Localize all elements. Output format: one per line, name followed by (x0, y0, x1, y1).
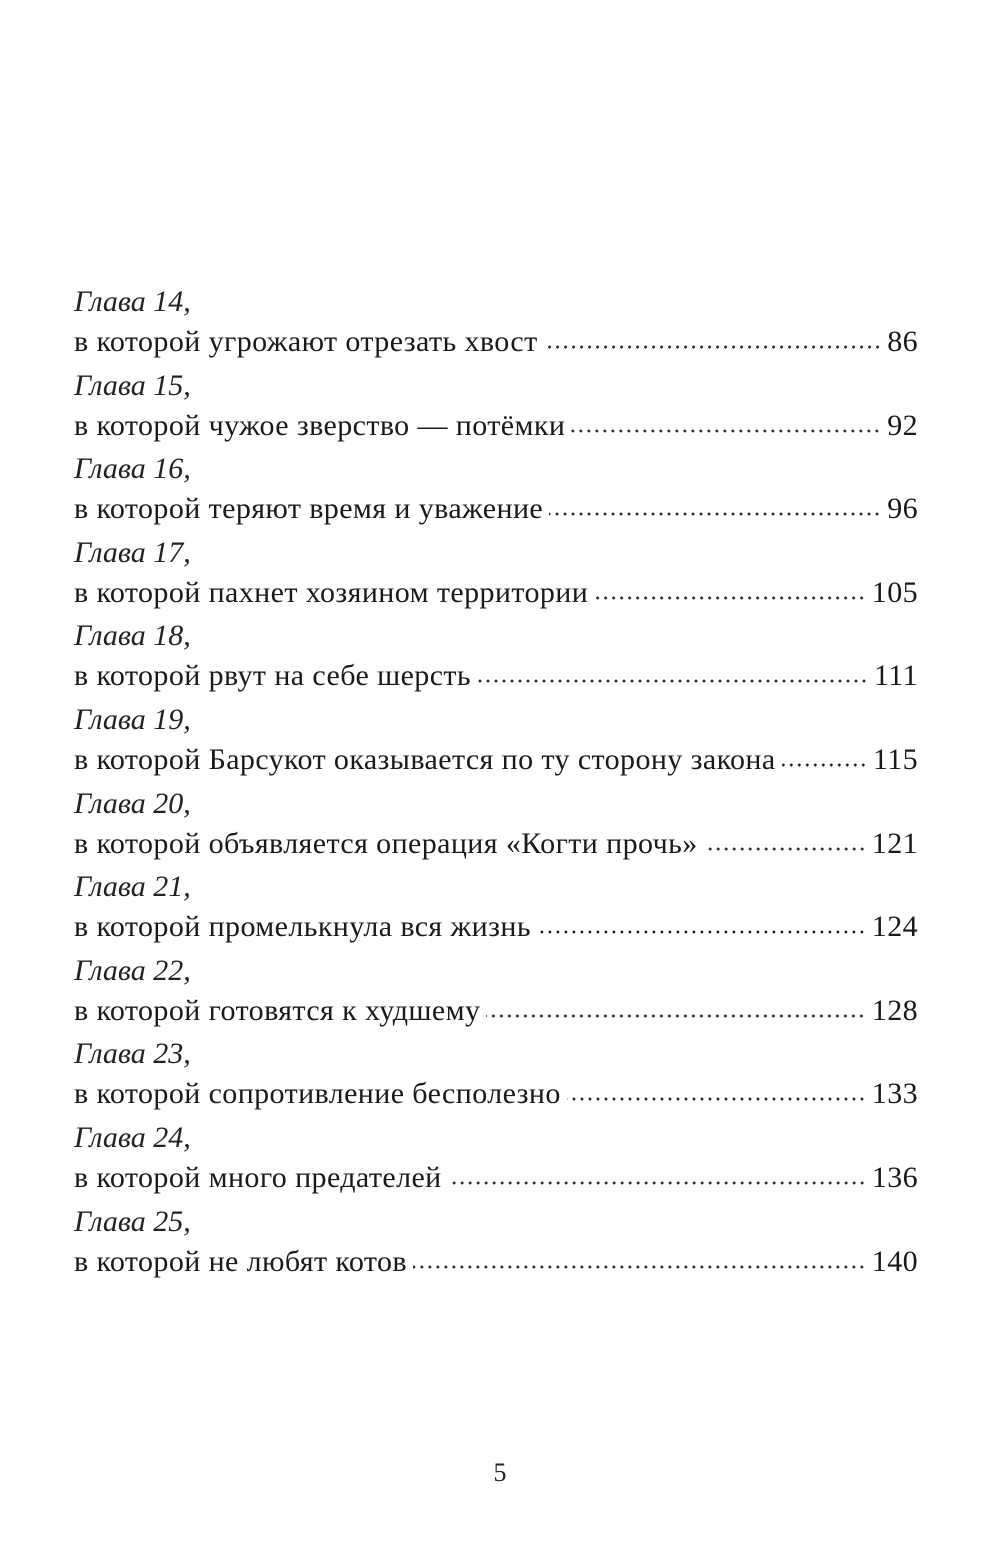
toc-entry (74, 366, 918, 450)
chapter-number: Глава 24, (74, 1120, 191, 1154)
page-number: 92 (887, 408, 918, 442)
page-number: 140 (871, 1244, 918, 1278)
chapter-line (74, 406, 918, 446)
chapter-line (74, 1158, 918, 1198)
toc-entry (74, 616, 918, 700)
chapter-title: в которой готовятся к худшему (74, 993, 481, 1027)
chapter-title: в которой пахнет хозяином территории (74, 575, 589, 609)
page-number: 96 (887, 492, 918, 526)
chapter-number: Глава 21, (74, 870, 191, 904)
page-number: 121 (871, 826, 918, 860)
chapter-number: Глава 19, (74, 702, 191, 736)
dot-leader (549, 512, 881, 516)
chapter-title: в которой Барсукот оказывается по ту сторону закона (74, 742, 776, 776)
chapter-line (74, 824, 918, 864)
dot-leader (594, 596, 866, 600)
page-number: 115 (872, 742, 918, 776)
chapter-line (74, 1074, 918, 1114)
page-number: 111 (874, 659, 918, 693)
dot-leader (782, 763, 867, 767)
chapter-number: Глава 20, (74, 786, 191, 820)
chapter-line (74, 573, 918, 613)
chapter-title: в которой промелькнула вся жизнь (74, 910, 531, 944)
chapter-line (74, 907, 918, 947)
chapter-line (74, 1242, 918, 1282)
page-number: 124 (871, 910, 918, 944)
toc-entry (74, 449, 918, 533)
chapter-line (74, 489, 918, 529)
toc-entry (74, 282, 918, 366)
dot-leader (571, 429, 881, 433)
page-number: 133 (871, 1077, 918, 1111)
chapter-line (74, 740, 918, 780)
toc-entry (74, 533, 918, 617)
toc-entry (74, 1202, 918, 1286)
dot-leader (567, 1097, 866, 1101)
chapter-number: Глава 17, (74, 535, 191, 569)
chapter-number: Глава 23, (74, 1037, 191, 1071)
chapter-title: в которой угрожают отрезать хвост (74, 325, 538, 358)
chapter-line (74, 991, 918, 1031)
dot-leader (486, 1014, 865, 1018)
chapter-title: в которой сопротивление бесполезно (74, 1077, 561, 1111)
dot-leader (544, 345, 882, 349)
toc-entry (74, 867, 918, 951)
chapter-title: в которой объявляется операция «Когти прочь» (74, 826, 698, 860)
page-number: 128 (871, 993, 918, 1027)
chapter-title: в которой теряют время и уважение (74, 492, 544, 526)
chapter-number: Глава 22, (74, 953, 191, 987)
table-of-contents (74, 282, 918, 1285)
chapter-number: Глава 16, (74, 452, 191, 486)
toc-entry (74, 951, 918, 1035)
dot-leader (413, 1265, 866, 1269)
chapter-number: Глава 18, (74, 619, 191, 653)
page-number: 86 (887, 325, 918, 358)
dot-leader (448, 1181, 866, 1185)
page-number: 105 (871, 575, 918, 609)
chapter-title: в которой чужое зверство — потёмки (74, 408, 566, 442)
chapter-line (74, 656, 918, 696)
dot-leader (704, 847, 866, 851)
toc-entry (74, 784, 918, 868)
dot-leader (477, 679, 868, 683)
dot-leader (537, 930, 866, 934)
toc-entry (74, 1034, 918, 1118)
chapter-title: в которой много предателей (74, 1160, 442, 1194)
chapter-line (74, 322, 918, 362)
page-number: 136 (871, 1160, 918, 1194)
chapter-title: в которой не любят котов (74, 1244, 407, 1278)
page-folio: 5 (493, 1458, 507, 1487)
chapter-number: Глава 15, (74, 368, 191, 402)
toc-entry (74, 700, 918, 784)
chapter-number: Глава 14, (74, 285, 191, 318)
toc-entry (74, 1118, 918, 1202)
chapter-title: в которой рвут на себе шерсть (74, 659, 472, 693)
chapter-number: Глава 25, (74, 1204, 191, 1238)
